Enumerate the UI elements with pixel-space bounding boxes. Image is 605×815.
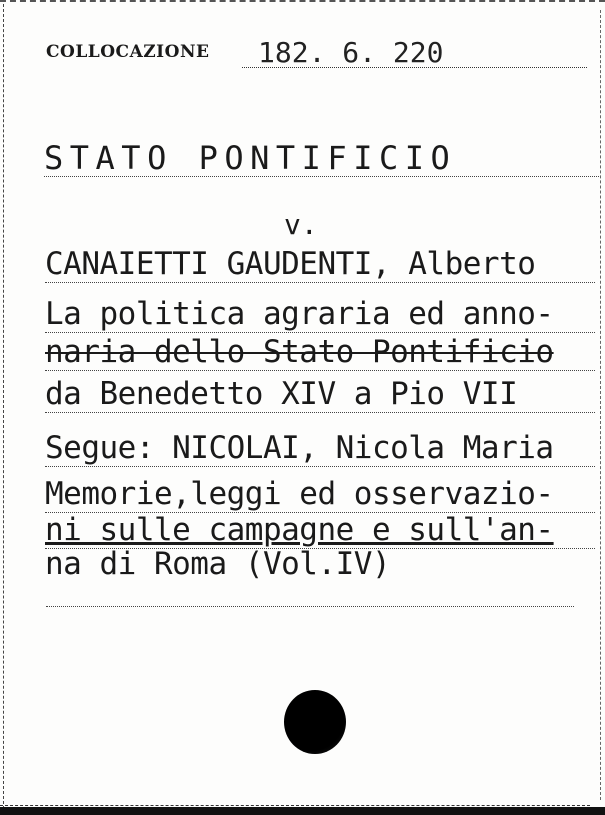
collocazione-label: COLLOCAZIONE xyxy=(46,42,210,62)
card-bottom-edge xyxy=(0,807,605,815)
punch-hole xyxy=(284,690,346,754)
title-line-3: da Benedetto XIV a Pio VII xyxy=(45,376,595,413)
subject-heading: STATO PONTIFICIO xyxy=(44,140,599,177)
continuation-title-line-1: Memorie,leggi ed osservazio- xyxy=(45,476,595,513)
see-also-mark: v. xyxy=(284,208,318,241)
card-right-edge xyxy=(600,10,601,800)
continuation-title-line-3: na di Roma (Vol.IV) xyxy=(45,546,391,582)
author-line: CANAIETTI GAUDENTI, Alberto xyxy=(45,246,595,283)
card-bottom-rule xyxy=(0,805,590,806)
card-left-edge xyxy=(3,4,4,809)
collocazione-value: 182. 6. 220 xyxy=(242,38,587,68)
continuation-author-line: Segue: NICOLAI, Nicola Maria xyxy=(45,430,595,467)
blank-ruled-line xyxy=(46,606,574,607)
card-top-edge xyxy=(0,0,605,7)
title-line-1: La politica agraria ed anno- xyxy=(45,296,595,333)
title-line-2: naria dello Stato Pontificio xyxy=(45,334,595,371)
continuation-title-line-2: ni sulle campagne e sull'an- xyxy=(45,512,595,549)
